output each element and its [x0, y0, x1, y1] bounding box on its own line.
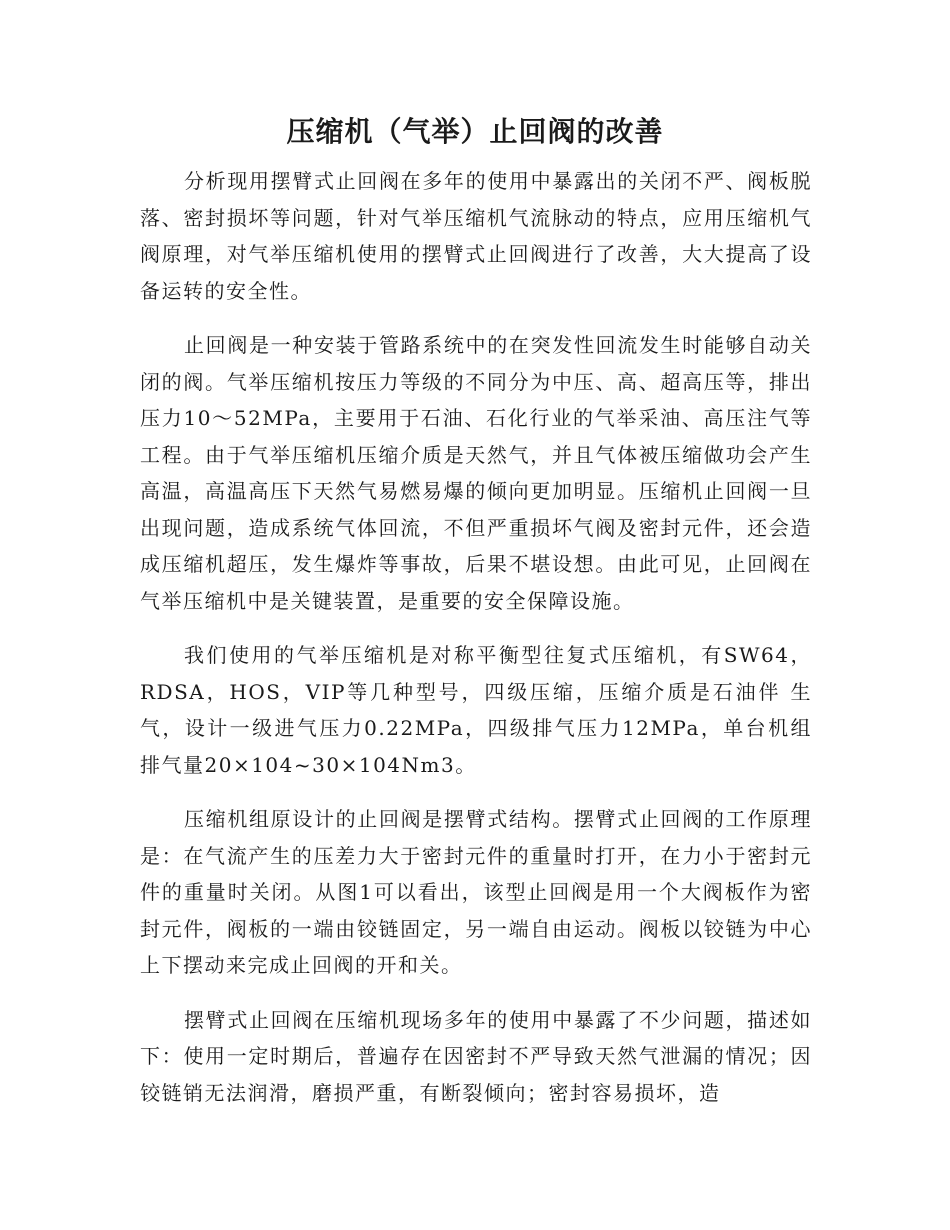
- paragraph-4: 压缩机组原设计的止回阀是摆臂式结构。摆臂式止回阀的工作原理是：在气流产生的压差力大于密封元件的重量时打开，在力小于密封元件的重量时关闭。从图1可以看出，该型止回阀是用一个大阀板作为密封元件，阀板的一端由铰链固定，另一端自由运动。阀板以铰链为中心上下摆动来完成止回阀的开和关。: [140, 807, 812, 977]
- document-title: 压缩机（气举）止回阀的改善: [286, 115, 664, 148]
- document-body: [140, 163, 812, 1129]
- paragraph-3: 我们使用的气举压缩机是对称平衡型往复式压缩机，有SW64，RDSA，HOS，VIP等几种型号，四级压缩，压缩介质是石油伴 生气，设计一级进气压力0.22MPa，四级排气压力12MPa，单台机组排气量20×104~30×104Nm3。: [140, 643, 812, 777]
- paragraph-1: 分析现用摆臂式止回阀在多年的使用中暴露出的关闭不严、阀板脱落、密封损坏等问题，针对气举压缩机气流脉动的特点，应用压缩机气阀原理，对气举压缩机使用的摆臂式止回阀进行了改善，大大提高了设备运转的安全性。: [140, 169, 812, 303]
- paragraph-5: 摆臂式止回阀在压缩机现场多年的使用中暴露了不少问题，描述如下：使用一定时期后，普遍存在因密封不严导致天然气泄漏的情况；因铰链销无法润滑，磨损严重，有断裂倾向；密封容易损坏，造: [140, 1007, 812, 1105]
- paragraph-2: 止回阀是一种安装于管路系统中的在突发性回流发生时能够自动关闭的阀。气举压缩机按压力等级的不同分为中压、高、超高压等，排出压力10～52MPa，主要用于石油、石化行业的气举采油、高压注气等工程。由于气举压缩机压缩介质是天然气，并且气体被压缩做功会产生高温，高温高压下天然气易燃易爆的倾向更加明显。压缩机止回阀一旦出现问题，造成系统气体回流，不但严重损坏气阀及密封元件，还会造成压缩机超压，发生爆炸等事故，后果不堪设想。由此可见，止回阀在气举压缩机中是关键装置，是重要的安全保障设施。: [140, 333, 812, 613]
